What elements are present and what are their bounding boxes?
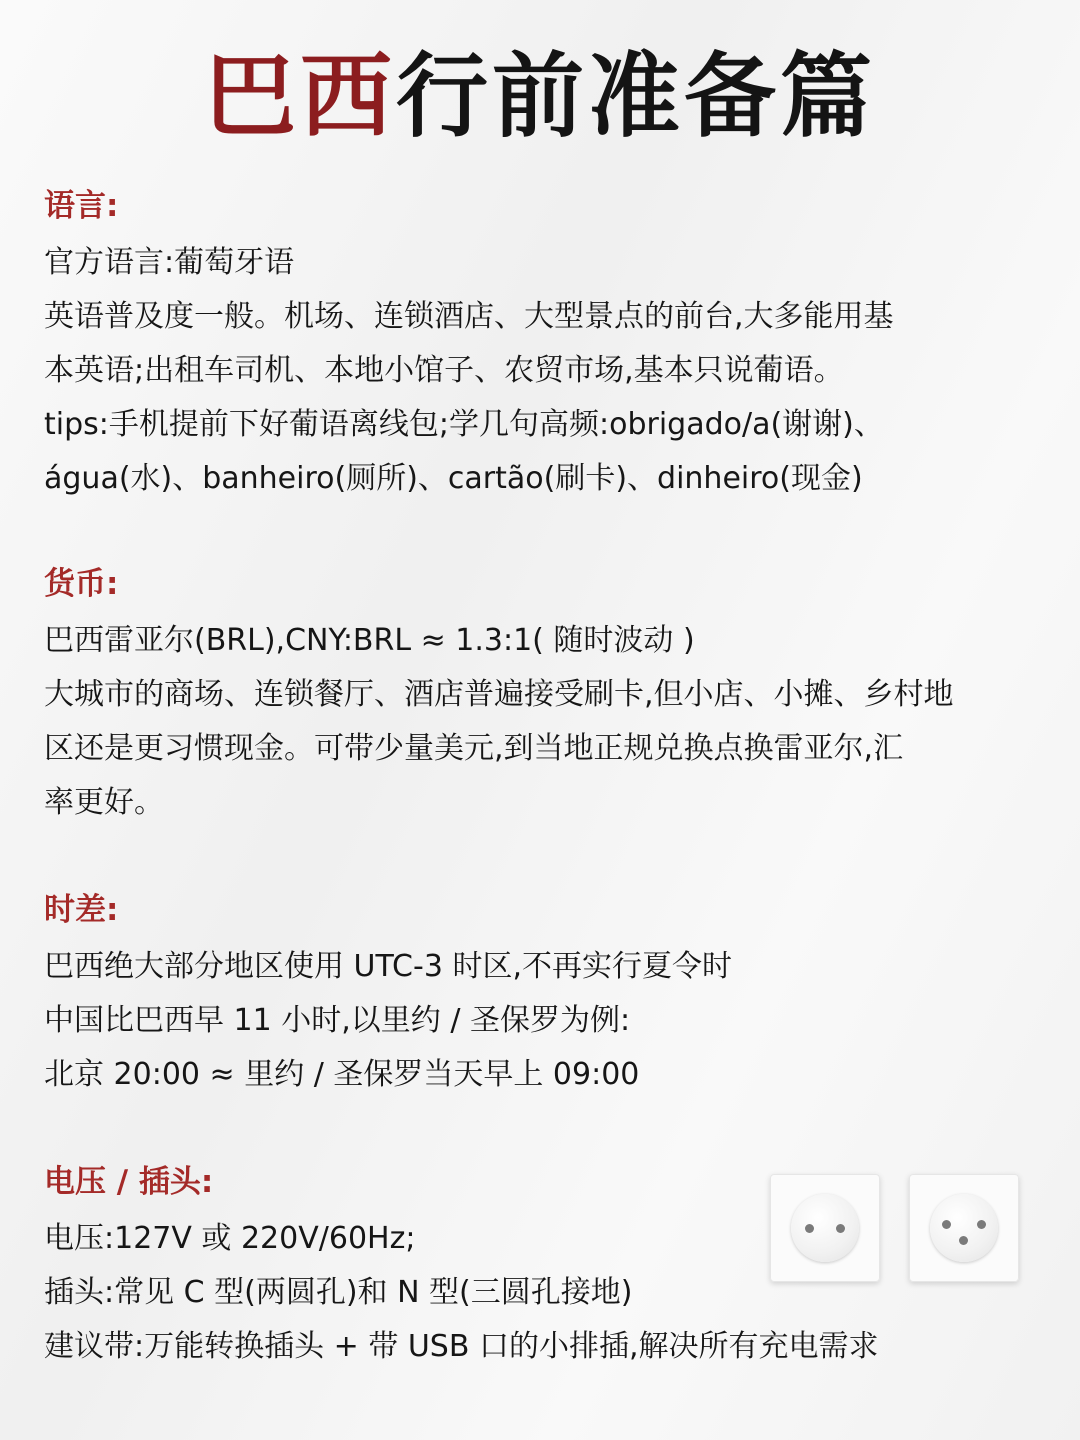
- currency-line: 率更好。: [44, 785, 164, 820]
- page-title: [0, 42, 1080, 152]
- power-section: [44, 1162, 1044, 1374]
- timezone-line: 北京 20:00 ≈ 里约 / 圣保罗当天早上 09:00: [44, 1057, 640, 1092]
- currency-line: 区还是更习惯现金。可带少量美元,到当地正规兑换点换雷亚尔,汇: [44, 731, 904, 766]
- language-heading: 语言:: [44, 188, 119, 224]
- power-heading: 电压 / 插头:: [44, 1164, 214, 1200]
- timezone-line: 巴西绝大部分地区使用 UTC-3 时区,不再实行夏令时: [44, 949, 732, 984]
- power-line: 电压:127V 或 220V/60Hz;: [44, 1221, 416, 1256]
- currency-line: 大城市的商场、连锁餐厅、酒店普遍接受刷卡,但小店、小摊、乡村地: [44, 677, 954, 712]
- currency-line: 巴西雷亚尔(BRL),CNY:BRL ≈ 1.3:1( 随时波动 ): [44, 623, 695, 658]
- language-line: 英语普及度一般。机场、连锁酒店、大型景点的前台,大多能用基: [44, 299, 894, 334]
- title-red-part: 巴西: [203, 43, 396, 150]
- currency-section: [44, 564, 1044, 830]
- power-line: 插头:常见 C 型(两圆孔)和 N 型(三圆孔接地): [44, 1275, 633, 1310]
- type-n-socket-icon: [909, 1174, 1019, 1282]
- power-line: 建议带:万能转换插头 + 带 USB 口的小排插,解决所有充电需求: [44, 1329, 879, 1364]
- language-section: [44, 186, 1044, 506]
- language-line: 官方语言:葡萄牙语: [44, 245, 295, 280]
- timezone-heading: 时差:: [44, 892, 119, 928]
- timezone-line: 中国比巴西早 11 小时,以里约 / 圣保罗为例:: [44, 1003, 631, 1038]
- type-c-socket-icon: [770, 1174, 880, 1282]
- language-line: tips:手机提前下好葡语离线包;学几句高频:obrigado/a(谢谢)、: [44, 407, 884, 442]
- language-line: 本英语;出租车司机、本地小馆子、农贸市场,基本只说葡语。: [44, 353, 844, 388]
- timezone-section: [44, 890, 1044, 1102]
- title-black-part: 行前准备篇: [396, 43, 877, 150]
- language-line: água(水)、banheiro(厕所)、cartão(刷卡)、dinheiro(现金): [44, 461, 863, 496]
- currency-heading: 货币:: [44, 566, 119, 602]
